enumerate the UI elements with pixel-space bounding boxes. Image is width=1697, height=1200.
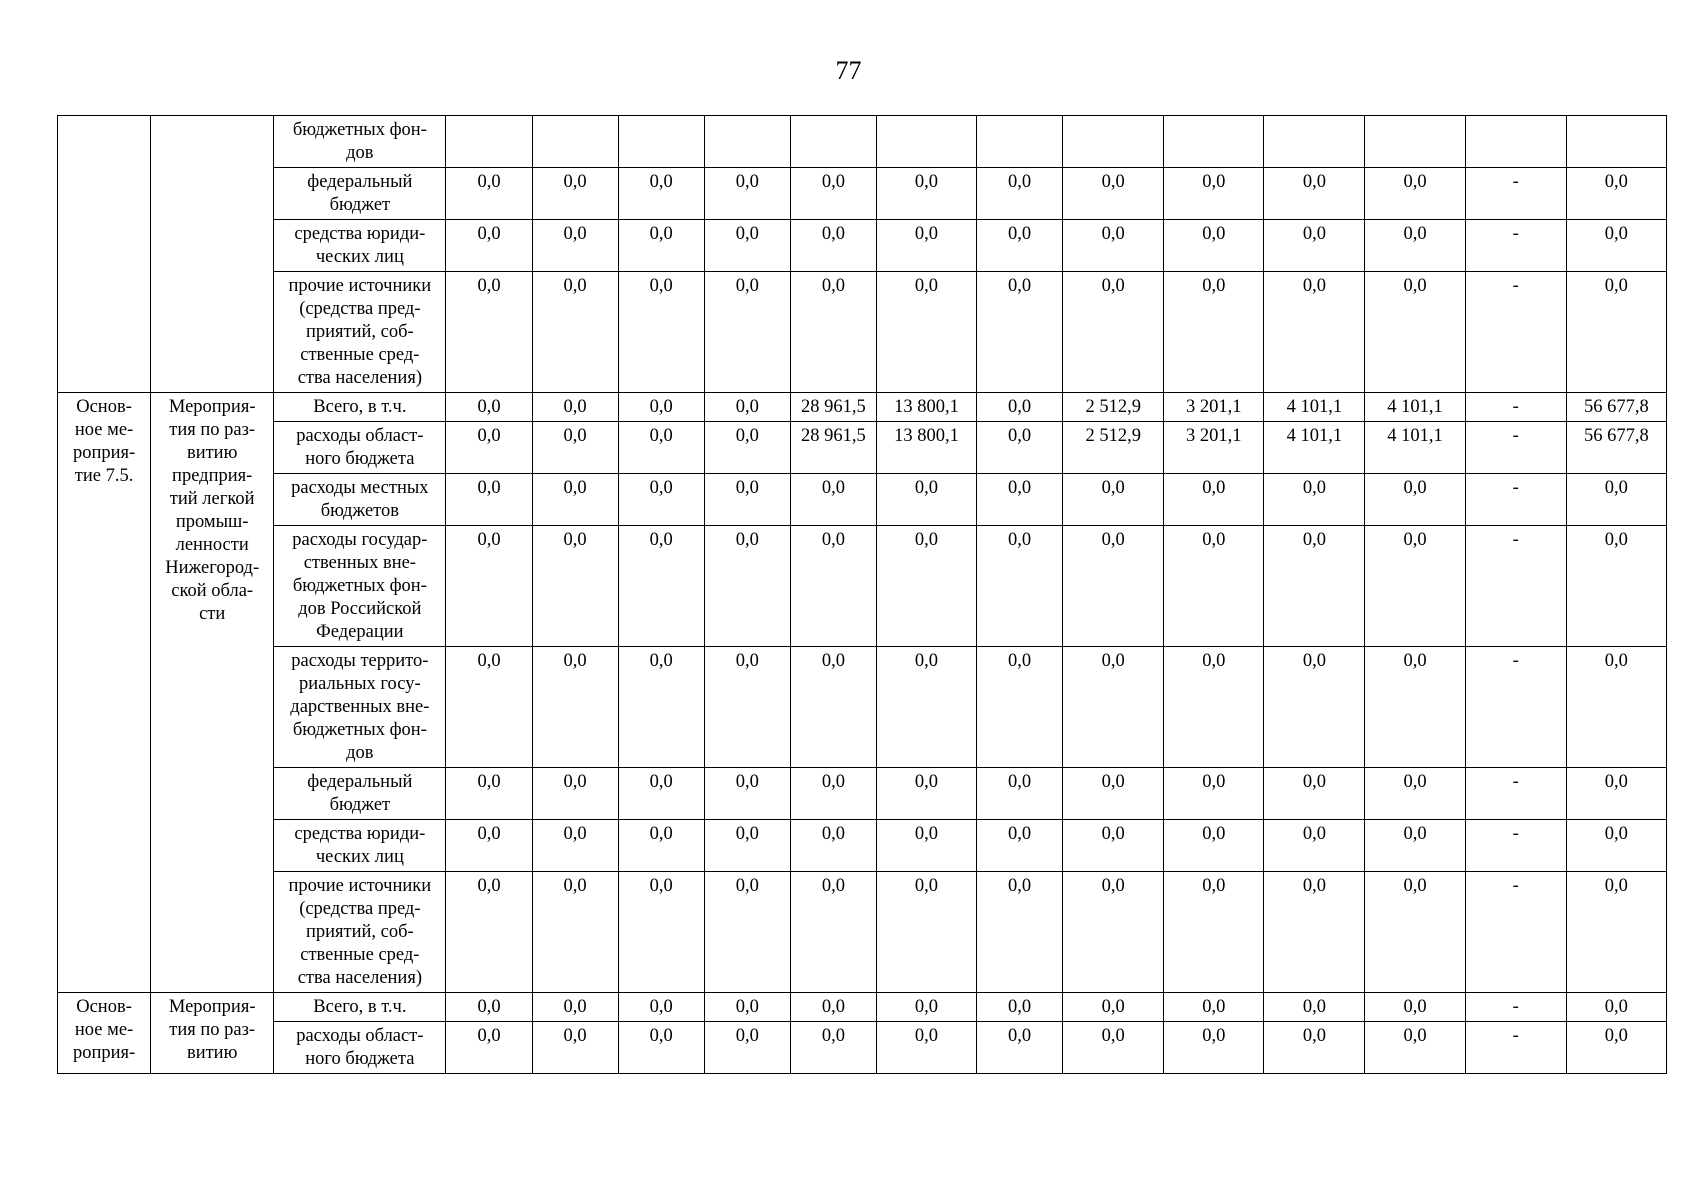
- value-cell: 0,0: [704, 993, 790, 1022]
- value-cell: 0,0: [532, 993, 618, 1022]
- value-cell: 0,0: [1365, 272, 1465, 393]
- value-cell: 0,0: [704, 474, 790, 526]
- value-cell: 0,0: [532, 474, 618, 526]
- value-cell: 4 101,1: [1264, 422, 1365, 474]
- table-row: [58, 422, 1667, 474]
- value-cell: 0,0: [977, 220, 1063, 272]
- value-cell: 0,0: [1264, 820, 1365, 872]
- value-cell: 0,0: [446, 272, 532, 393]
- value-cell: 0,0: [446, 1022, 532, 1074]
- value-cell: 0,0: [1264, 474, 1365, 526]
- value-cell: [1365, 116, 1465, 168]
- value-cell: [876, 116, 976, 168]
- value-cell: 0,0: [532, 220, 618, 272]
- value-cell: -: [1465, 1022, 1566, 1074]
- value-cell: 0,0: [790, 1022, 876, 1074]
- value-cell: 0,0: [618, 422, 704, 474]
- value-cell: 0,0: [790, 872, 876, 993]
- value-cell: 0,0: [790, 220, 876, 272]
- value-cell: 0,0: [1264, 993, 1365, 1022]
- value-cell: 56 677,8: [1566, 422, 1666, 474]
- value-cell: 0,0: [977, 526, 1063, 647]
- value-cell: 0,0: [1063, 526, 1164, 647]
- value-cell: [1264, 116, 1365, 168]
- value-cell: 0,0: [1566, 272, 1666, 393]
- value-cell: -: [1465, 647, 1566, 768]
- funding-source-cell: расходы местных бюджетов: [274, 474, 446, 526]
- activity-cell: [151, 116, 274, 393]
- value-cell: 0,0: [532, 647, 618, 768]
- value-cell: 0,0: [1264, 272, 1365, 393]
- value-cell: 0,0: [1365, 526, 1465, 647]
- value-cell: 0,0: [1566, 768, 1666, 820]
- value-cell: 0,0: [704, 768, 790, 820]
- value-cell: 0,0: [790, 474, 876, 526]
- table-row: [58, 168, 1667, 220]
- value-cell: [977, 116, 1063, 168]
- value-cell: 0,0: [446, 474, 532, 526]
- value-cell: 0,0: [876, 168, 976, 220]
- value-cell: 0,0: [790, 168, 876, 220]
- value-cell: 0,0: [790, 272, 876, 393]
- value-cell: 0,0: [704, 422, 790, 474]
- value-cell: 0,0: [977, 820, 1063, 872]
- funding-source-cell: федеральный бюджет: [274, 768, 446, 820]
- value-cell: 0,0: [532, 526, 618, 647]
- value-cell: 0,0: [977, 393, 1063, 422]
- value-cell: -: [1465, 526, 1566, 647]
- value-cell: 0,0: [1164, 647, 1264, 768]
- value-cell: 0,0: [1164, 1022, 1264, 1074]
- value-cell: 0,0: [876, 647, 976, 768]
- funding-source-cell: средства юриди- ческих лиц: [274, 220, 446, 272]
- value-cell: 0,0: [977, 422, 1063, 474]
- value-cell: 0,0: [1063, 272, 1164, 393]
- value-cell: 0,0: [1566, 872, 1666, 993]
- table-row: [58, 393, 1667, 422]
- value-cell: 0,0: [1164, 272, 1264, 393]
- value-cell: 0,0: [446, 168, 532, 220]
- value-cell: 0,0: [618, 526, 704, 647]
- value-cell: 0,0: [446, 220, 532, 272]
- value-cell: 0,0: [446, 872, 532, 993]
- value-cell: 0,0: [1164, 168, 1264, 220]
- value-cell: 0,0: [704, 168, 790, 220]
- value-cell: 0,0: [1365, 474, 1465, 526]
- value-cell: 0,0: [1264, 1022, 1365, 1074]
- value-cell: 0,0: [1566, 820, 1666, 872]
- value-cell: 0,0: [1164, 993, 1264, 1022]
- value-cell: 0,0: [1063, 993, 1164, 1022]
- value-cell: 0,0: [790, 526, 876, 647]
- value-cell: 0,0: [1566, 220, 1666, 272]
- page-number: 77: [835, 56, 862, 85]
- value-cell: 0,0: [1365, 168, 1465, 220]
- value-cell: -: [1465, 220, 1566, 272]
- value-cell: 0,0: [1164, 526, 1264, 647]
- funding-source-cell: Всего, в т.ч.: [274, 393, 446, 422]
- value-cell: 0,0: [1365, 1022, 1465, 1074]
- value-cell: 0,0: [1063, 474, 1164, 526]
- table-row: [58, 820, 1667, 872]
- value-cell: 0,0: [704, 647, 790, 768]
- value-cell: 0,0: [876, 220, 976, 272]
- value-cell: 0,0: [446, 647, 532, 768]
- value-cell: 3 201,1: [1164, 422, 1264, 474]
- value-cell: 0,0: [532, 1022, 618, 1074]
- activity-cell: Мероприя- тия по раз- витию предприя- тий легкой промыш- ленности Нижегород- ской обла- сти: [151, 393, 274, 993]
- value-cell: 0,0: [1264, 526, 1365, 647]
- value-cell: 28 961,5: [790, 393, 876, 422]
- value-cell: 0,0: [618, 768, 704, 820]
- value-cell: 0,0: [1063, 768, 1164, 820]
- value-cell: 0,0: [446, 820, 532, 872]
- value-cell: 3 201,1: [1164, 393, 1264, 422]
- value-cell: 0,0: [977, 168, 1063, 220]
- event-cell: [58, 116, 151, 393]
- value-cell: 0,0: [446, 993, 532, 1022]
- value-cell: [1164, 116, 1264, 168]
- value-cell: [1063, 116, 1164, 168]
- value-cell: [618, 116, 704, 168]
- value-cell: 0,0: [618, 272, 704, 393]
- value-cell: 0,0: [1063, 1022, 1164, 1074]
- value-cell: [1566, 116, 1666, 168]
- table-row: [58, 116, 1667, 168]
- value-cell: 0,0: [1063, 647, 1164, 768]
- value-cell: 0,0: [618, 168, 704, 220]
- value-cell: -: [1465, 872, 1566, 993]
- value-cell: 0,0: [1063, 872, 1164, 993]
- value-cell: 0,0: [1566, 474, 1666, 526]
- value-cell: -: [1465, 820, 1566, 872]
- value-cell: 56 677,8: [1566, 393, 1666, 422]
- value-cell: 0,0: [876, 474, 976, 526]
- value-cell: 0,0: [532, 168, 618, 220]
- value-cell: 0,0: [977, 872, 1063, 993]
- value-cell: 0,0: [446, 768, 532, 820]
- funding-source-cell: расходы государ- ственных вне- бюджетных фон- дов Российской Федерации: [274, 526, 446, 647]
- value-cell: 0,0: [618, 647, 704, 768]
- value-cell: 0,0: [618, 393, 704, 422]
- value-cell: 0,0: [1365, 820, 1465, 872]
- value-cell: 4 101,1: [1365, 422, 1465, 474]
- value-cell: 0,0: [618, 820, 704, 872]
- value-cell: 0,0: [790, 993, 876, 1022]
- table-row: [58, 474, 1667, 526]
- funding-source-cell: расходы област- ного бюджета: [274, 1022, 446, 1074]
- value-cell: 0,0: [876, 872, 976, 993]
- value-cell: 0,0: [1264, 647, 1365, 768]
- value-cell: 0,0: [446, 393, 532, 422]
- value-cell: 0,0: [1164, 768, 1264, 820]
- table-row: [58, 1022, 1667, 1074]
- value-cell: 13 800,1: [876, 393, 976, 422]
- value-cell: 0,0: [1365, 768, 1465, 820]
- value-cell: 0,0: [532, 820, 618, 872]
- value-cell: 0,0: [532, 422, 618, 474]
- value-cell: 0,0: [977, 647, 1063, 768]
- value-cell: 2 512,9: [1063, 422, 1164, 474]
- value-cell: 0,0: [532, 272, 618, 393]
- value-cell: -: [1465, 993, 1566, 1022]
- value-cell: 0,0: [1264, 168, 1365, 220]
- value-cell: 0,0: [704, 1022, 790, 1074]
- table-row: [58, 993, 1667, 1022]
- funding-source-cell: расходы област- ного бюджета: [274, 422, 446, 474]
- value-cell: 0,0: [790, 820, 876, 872]
- budget-table: [57, 115, 1667, 1074]
- value-cell: 0,0: [790, 647, 876, 768]
- value-cell: 0,0: [704, 220, 790, 272]
- value-cell: [704, 116, 790, 168]
- value-cell: 0,0: [1164, 872, 1264, 993]
- value-cell: 0,0: [704, 872, 790, 993]
- value-cell: 0,0: [618, 1022, 704, 1074]
- table-row: [58, 526, 1667, 647]
- value-cell: 0,0: [977, 474, 1063, 526]
- value-cell: 0,0: [876, 768, 976, 820]
- value-cell: 0,0: [977, 768, 1063, 820]
- value-cell: 0,0: [1566, 647, 1666, 768]
- value-cell: 0,0: [876, 820, 976, 872]
- funding-source-cell: прочие источники (средства пред- приятий, соб- ственные сред- ства населения): [274, 872, 446, 993]
- funding-source-cell: средства юриди- ческих лиц: [274, 820, 446, 872]
- value-cell: 0,0: [1264, 768, 1365, 820]
- value-cell: 0,0: [1566, 526, 1666, 647]
- value-cell: 0,0: [876, 1022, 976, 1074]
- funding-source-cell: федеральный бюджет: [274, 168, 446, 220]
- table-row: [58, 220, 1667, 272]
- value-cell: 0,0: [876, 993, 976, 1022]
- table-body: [58, 116, 1667, 1074]
- value-cell: 0,0: [1566, 168, 1666, 220]
- value-cell: 0,0: [1365, 872, 1465, 993]
- value-cell: 0,0: [704, 820, 790, 872]
- value-cell: 0,0: [704, 272, 790, 393]
- value-cell: -: [1465, 422, 1566, 474]
- value-cell: 0,0: [704, 526, 790, 647]
- value-cell: -: [1465, 474, 1566, 526]
- value-cell: 0,0: [1566, 1022, 1666, 1074]
- table-row: [58, 768, 1667, 820]
- event-cell: Основ- ное ме- роприя- тие 7.5.: [58, 393, 151, 993]
- value-cell: 0,0: [618, 993, 704, 1022]
- funding-source-cell: расходы террито- риальных госу- дарственных вне- бюджетных фон- дов: [274, 647, 446, 768]
- value-cell: -: [1465, 393, 1566, 422]
- value-cell: 2 512,9: [1063, 393, 1164, 422]
- value-cell: 0,0: [532, 768, 618, 820]
- value-cell: 0,0: [704, 393, 790, 422]
- value-cell: 0,0: [1164, 220, 1264, 272]
- value-cell: 0,0: [977, 993, 1063, 1022]
- value-cell: 4 101,1: [1264, 393, 1365, 422]
- value-cell: 0,0: [876, 272, 976, 393]
- value-cell: 0,0: [1063, 168, 1164, 220]
- value-cell: 0,0: [532, 872, 618, 993]
- value-cell: 0,0: [618, 872, 704, 993]
- value-cell: 0,0: [1365, 993, 1465, 1022]
- value-cell: 0,0: [977, 1022, 1063, 1074]
- funding-source-cell: прочие источники (средства пред- приятий, соб- ственные сред- ства населения): [274, 272, 446, 393]
- value-cell: 0,0: [446, 422, 532, 474]
- table-row: [58, 272, 1667, 393]
- value-cell: [1465, 116, 1566, 168]
- funding-source-cell: Всего, в т.ч.: [274, 993, 446, 1022]
- value-cell: 0,0: [1264, 220, 1365, 272]
- value-cell: [790, 116, 876, 168]
- funding-source-cell: бюджетных фон- дов: [274, 116, 446, 168]
- activity-cell: Мероприя- тия по раз- витию: [151, 993, 274, 1074]
- table-row: [58, 647, 1667, 768]
- value-cell: 0,0: [532, 393, 618, 422]
- value-cell: [446, 116, 532, 168]
- value-cell: 0,0: [1164, 474, 1264, 526]
- value-cell: 0,0: [1566, 993, 1666, 1022]
- value-cell: -: [1465, 168, 1566, 220]
- value-cell: 0,0: [1264, 872, 1365, 993]
- value-cell: 0,0: [876, 526, 976, 647]
- value-cell: [532, 116, 618, 168]
- value-cell: 13 800,1: [876, 422, 976, 474]
- value-cell: 0,0: [1164, 820, 1264, 872]
- value-cell: 0,0: [1063, 820, 1164, 872]
- value-cell: 0,0: [1063, 220, 1164, 272]
- value-cell: 0,0: [790, 768, 876, 820]
- event-cell: Основ- ное ме- роприя-: [58, 993, 151, 1074]
- value-cell: -: [1465, 272, 1566, 393]
- value-cell: 0,0: [618, 474, 704, 526]
- value-cell: 0,0: [977, 272, 1063, 393]
- value-cell: 0,0: [1365, 220, 1465, 272]
- value-cell: 0,0: [1365, 647, 1465, 768]
- value-cell: 0,0: [618, 220, 704, 272]
- table-row: [58, 872, 1667, 993]
- value-cell: -: [1465, 768, 1566, 820]
- value-cell: 4 101,1: [1365, 393, 1465, 422]
- value-cell: 28 961,5: [790, 422, 876, 474]
- value-cell: 0,0: [446, 526, 532, 647]
